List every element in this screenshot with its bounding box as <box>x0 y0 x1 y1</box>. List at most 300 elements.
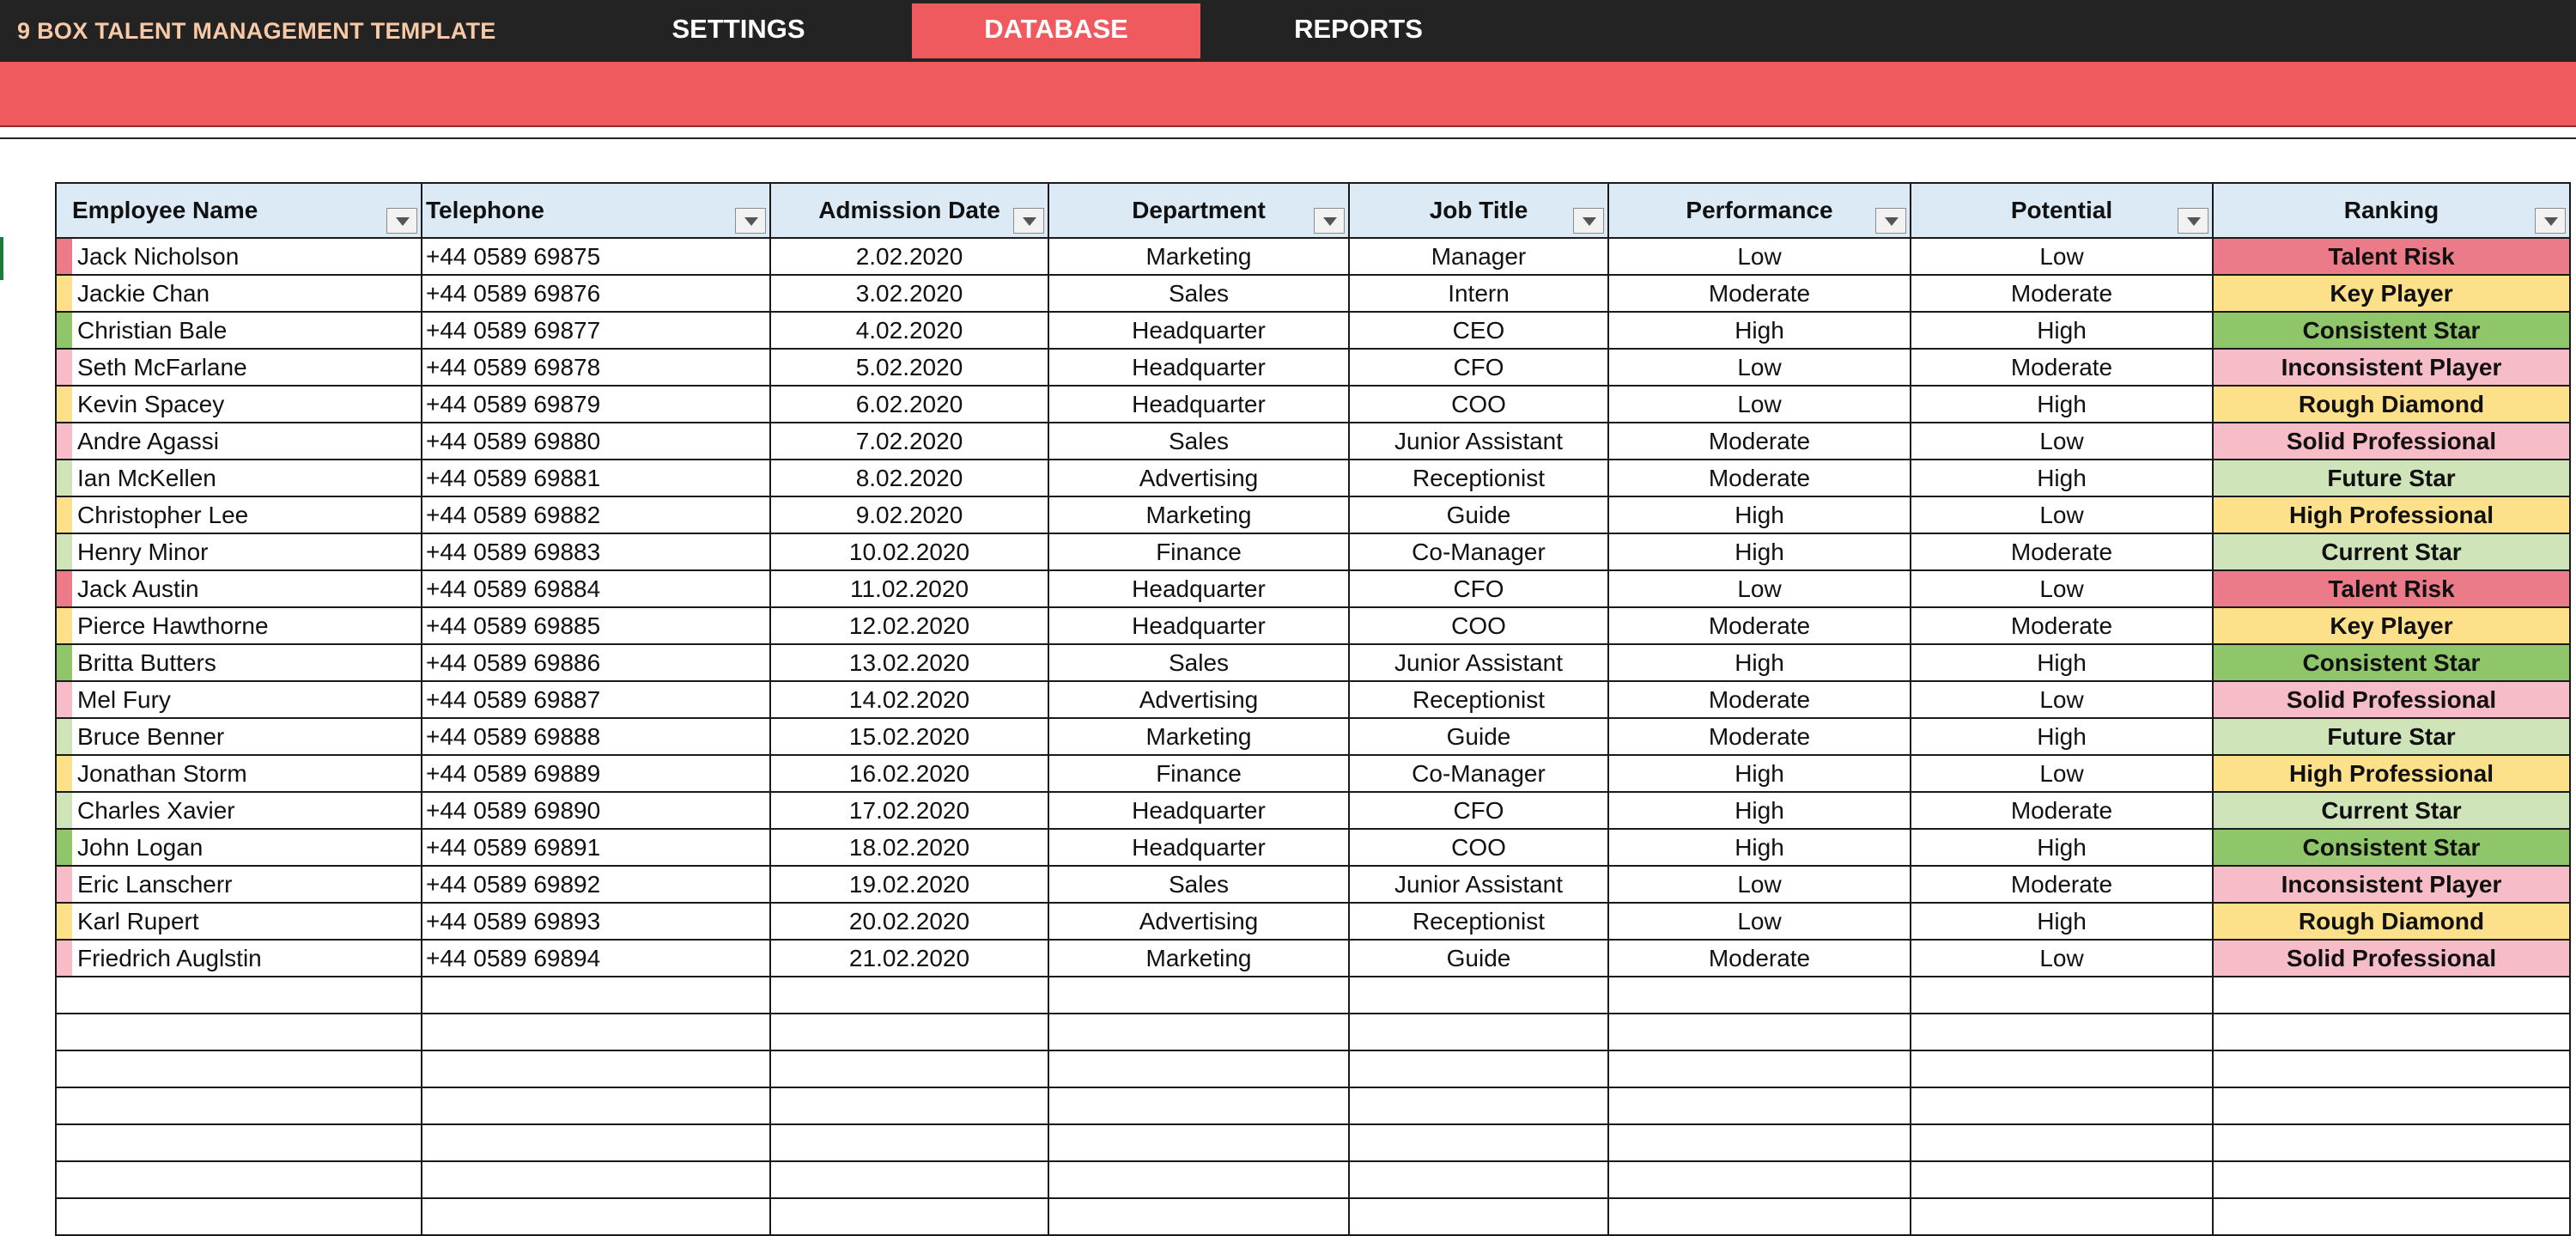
tab-settings[interactable]: SETTINGS <box>671 14 805 44</box>
employee-name-cell[interactable] <box>56 792 422 829</box>
performance-cell[interactable]: Low <box>1608 866 1911 903</box>
ranking-cell[interactable]: Inconsistent Player <box>2213 349 2570 386</box>
telephone-cell[interactable]: +44 0589 69892 <box>422 866 770 903</box>
performance-cell[interactable]: Moderate <box>1608 275 1911 312</box>
admission-date-cell[interactable]: 17.02.2020 <box>770 792 1048 829</box>
potential-cell[interactable]: Low <box>1911 940 2213 977</box>
empty-table-row[interactable] <box>56 1124 2570 1161</box>
filter-dropdown-icon[interactable] <box>735 208 766 234</box>
job-title-cell[interactable]: CFO <box>1349 570 1608 607</box>
empty-cell[interactable] <box>1349 1161 1608 1198</box>
job-title-cell[interactable]: CEO <box>1349 312 1608 349</box>
potential-cell[interactable]: Low <box>1911 238 2213 275</box>
empty-cell[interactable] <box>1911 1014 2213 1050</box>
empty-cell[interactable] <box>2213 1198 2570 1235</box>
performance-cell[interactable]: Moderate <box>1608 460 1911 496</box>
empty-cell[interactable] <box>770 1014 1048 1050</box>
performance-cell[interactable]: High <box>1608 829 1911 866</box>
department-cell[interactable]: Headquarter <box>1048 792 1349 829</box>
empty-cell[interactable] <box>1608 1124 1911 1161</box>
telephone-cell[interactable]: +44 0589 69888 <box>422 718 770 755</box>
empty-cell[interactable] <box>2213 1050 2570 1087</box>
filter-dropdown-icon[interactable] <box>2178 208 2208 234</box>
ranking-cell[interactable]: Solid Professional <box>2213 681 2570 718</box>
ranking-color-stripe <box>57 350 72 385</box>
empty-cell[interactable] <box>2213 977 2570 1014</box>
potential-cell[interactable]: Low <box>1911 423 2213 460</box>
employee-name-cell[interactable] <box>56 718 422 755</box>
empty-cell[interactable] <box>1349 1198 1608 1235</box>
top-nav-bar <box>0 0 2576 62</box>
ranking-cell[interactable]: Current Star <box>2213 533 2570 570</box>
job-title-cell[interactable]: CFO <box>1349 792 1608 829</box>
potential-cell[interactable]: Moderate <box>1911 792 2213 829</box>
potential-cell[interactable]: High <box>1911 718 2213 755</box>
department-cell[interactable]: Sales <box>1048 644 1349 681</box>
performance-cell[interactable]: Moderate <box>1608 423 1911 460</box>
admission-date-cell[interactable]: 19.02.2020 <box>770 866 1048 903</box>
empty-cell[interactable] <box>1048 1050 1349 1087</box>
potential-cell[interactable]: High <box>1911 829 2213 866</box>
telephone-cell[interactable]: +44 0589 69883 <box>422 533 770 570</box>
empty-cell[interactable] <box>1608 977 1911 1014</box>
employee-name-text: Charles Xavier <box>77 796 235 824</box>
filter-dropdown-icon[interactable] <box>1314 208 1345 234</box>
empty-cell[interactable] <box>1048 977 1349 1014</box>
employee-name-cell[interactable] <box>56 386 422 423</box>
performance-cell[interactable]: Moderate <box>1608 681 1911 718</box>
job-title-cell[interactable]: Receptionist <box>1349 903 1608 940</box>
department-cell[interactable]: Headquarter <box>1048 386 1349 423</box>
empty-table-row[interactable] <box>56 1087 2570 1124</box>
employee-name-cell[interactable] <box>56 570 422 607</box>
employee-name-cell[interactable] <box>56 829 422 866</box>
column-header-ranking: Ranking <box>2213 183 2570 238</box>
column-header-admission-date: Admission Date <box>770 183 1048 238</box>
department-cell[interactable]: Advertising <box>1048 681 1349 718</box>
performance-cell[interactable]: Low <box>1608 903 1911 940</box>
table-row[interactable] <box>56 312 2570 349</box>
department-cell[interactable]: Headquarter <box>1048 607 1349 644</box>
empty-cell[interactable] <box>56 1087 422 1124</box>
job-title-cell[interactable]: Junior Assistant <box>1349 644 1608 681</box>
empty-cell[interactable] <box>1349 1050 1608 1087</box>
performance-cell[interactable]: High <box>1608 312 1911 349</box>
ranking-cell[interactable]: Key Player <box>2213 607 2570 644</box>
empty-cell[interactable] <box>1911 977 2213 1014</box>
ranking-cell[interactable]: Talent Risk <box>2213 570 2570 607</box>
telephone-cell[interactable]: +44 0589 69889 <box>422 755 770 792</box>
empty-cell[interactable] <box>1911 1161 2213 1198</box>
filter-dropdown-icon[interactable] <box>1875 208 1906 234</box>
ranking-color-stripe <box>57 239 72 274</box>
empty-cell[interactable] <box>56 1161 422 1198</box>
empty-cell[interactable] <box>2213 1014 2570 1050</box>
telephone-cell[interactable]: +44 0589 69891 <box>422 829 770 866</box>
ranking-cell[interactable]: Solid Professional <box>2213 940 2570 977</box>
employee-name-cell[interactable] <box>56 533 422 570</box>
empty-cell[interactable] <box>1048 1124 1349 1161</box>
admission-date-cell[interactable]: 16.02.2020 <box>770 755 1048 792</box>
admission-date-cell[interactable]: 11.02.2020 <box>770 570 1048 607</box>
empty-cell[interactable] <box>1911 1198 2213 1235</box>
job-title-cell[interactable]: Co-Manager <box>1349 533 1608 570</box>
empty-table-row[interactable] <box>56 1050 2570 1087</box>
empty-table-row[interactable] <box>56 1161 2570 1198</box>
ranking-color-stripe <box>57 387 72 422</box>
empty-cell[interactable] <box>770 1050 1048 1087</box>
column-header-performance: Performance <box>1608 183 1911 238</box>
empty-cell[interactable] <box>422 1087 770 1124</box>
ranking-cell[interactable]: Rough Diamond <box>2213 903 2570 940</box>
table-body <box>56 238 2570 1235</box>
telephone-cell[interactable]: +44 0589 69881 <box>422 460 770 496</box>
empty-table-row[interactable] <box>56 1198 2570 1235</box>
telephone-cell[interactable]: +44 0589 69890 <box>422 792 770 829</box>
employee-name-text: Jack Nicholson <box>77 242 240 270</box>
table-row[interactable] <box>56 275 2570 312</box>
ranking-color-stripe <box>57 941 72 976</box>
table-row[interactable] <box>56 496 2570 533</box>
empty-cell[interactable] <box>56 1124 422 1161</box>
admission-date-cell[interactable]: 21.02.2020 <box>770 940 1048 977</box>
department-cell[interactable]: Advertising <box>1048 903 1349 940</box>
admission-date-cell[interactable]: 7.02.2020 <box>770 423 1048 460</box>
department-cell[interactable]: Headquarter <box>1048 349 1349 386</box>
admission-date-cell[interactable]: 6.02.2020 <box>770 386 1048 423</box>
ranking-cell[interactable]: Rough Diamond <box>2213 386 2570 423</box>
admission-date-cell[interactable]: 4.02.2020 <box>770 312 1048 349</box>
ranking-cell[interactable]: Current Star <box>2213 792 2570 829</box>
potential-cell[interactable]: Moderate <box>1911 533 2213 570</box>
performance-cell[interactable]: Low <box>1608 349 1911 386</box>
employee-name-text: Britta Butters <box>77 648 216 676</box>
potential-cell[interactable]: High <box>1911 903 2213 940</box>
ranking-color-stripe <box>57 756 72 791</box>
empty-cell[interactable] <box>1349 977 1608 1014</box>
ranking-color-stripe <box>57 682 72 717</box>
employee-name-cell[interactable] <box>56 940 422 977</box>
empty-cell[interactable] <box>2213 1087 2570 1124</box>
tab-database[interactable]: DATABASE <box>912 3 1200 58</box>
performance-cell[interactable]: High <box>1608 533 1911 570</box>
department-cell[interactable]: Finance <box>1048 755 1349 792</box>
employee-name-cell[interactable] <box>56 681 422 718</box>
admission-date-cell[interactable]: 8.02.2020 <box>770 460 1048 496</box>
table-row[interactable] <box>56 238 2570 275</box>
ranking-cell[interactable]: Consistent Star <box>2213 312 2570 349</box>
employee-name-cell[interactable] <box>56 460 422 496</box>
potential-cell[interactable]: High <box>1911 644 2213 681</box>
performance-cell[interactable]: High <box>1608 496 1911 533</box>
empty-cell[interactable] <box>56 977 422 1014</box>
department-cell[interactable]: Headquarter <box>1048 312 1349 349</box>
admission-date-cell[interactable]: 10.02.2020 <box>770 533 1048 570</box>
ranking-color-stripe <box>57 460 72 496</box>
ranking-cell[interactable]: Future Star <box>2213 718 2570 755</box>
telephone-cell[interactable]: +44 0589 69880 <box>422 423 770 460</box>
ranking-cell[interactable]: Inconsistent Player <box>2213 866 2570 903</box>
job-title-cell[interactable]: Guide <box>1349 496 1608 533</box>
ranking-color-stripe <box>57 719 72 754</box>
department-cell[interactable]: Headquarter <box>1048 570 1349 607</box>
ranking-color-stripe <box>57 313 72 348</box>
admission-date-cell[interactable]: 12.02.2020 <box>770 607 1048 644</box>
ranking-cell[interactable]: Future Star <box>2213 460 2570 496</box>
table-row[interactable] <box>56 829 2570 866</box>
performance-cell[interactable]: High <box>1608 792 1911 829</box>
employee-name-cell[interactable] <box>56 423 422 460</box>
telephone-cell[interactable]: +44 0589 69886 <box>422 644 770 681</box>
ranking-cell[interactable]: Solid Professional <box>2213 423 2570 460</box>
potential-cell[interactable]: Low <box>1911 681 2213 718</box>
ranking-cell[interactable]: Consistent Star <box>2213 644 2570 681</box>
admission-date-cell[interactable]: 5.02.2020 <box>770 349 1048 386</box>
potential-cell[interactable]: High <box>1911 386 2213 423</box>
empty-cell[interactable] <box>770 977 1048 1014</box>
empty-cell[interactable] <box>1048 1198 1349 1235</box>
performance-cell[interactable]: Moderate <box>1608 607 1911 644</box>
empty-cell[interactable] <box>422 977 770 1014</box>
empty-cell[interactable] <box>1911 1050 2213 1087</box>
active-cell-marker <box>0 237 3 280</box>
department-cell[interactable]: Advertising <box>1048 460 1349 496</box>
table-row[interactable] <box>56 755 2570 792</box>
telephone-cell[interactable]: +44 0589 69887 <box>422 681 770 718</box>
department-cell[interactable]: Sales <box>1048 275 1349 312</box>
table-row[interactable] <box>56 386 2570 423</box>
empty-table-row[interactable] <box>56 1014 2570 1050</box>
ranking-color-stripe <box>57 571 72 606</box>
employee-name-cell[interactable] <box>56 866 422 903</box>
job-title-cell[interactable]: Co-Manager <box>1349 755 1608 792</box>
empty-cell[interactable] <box>1349 1087 1608 1124</box>
employee-name-text: Eric Lanscherr <box>77 870 233 898</box>
filter-dropdown-icon[interactable] <box>1573 208 1604 234</box>
performance-cell[interactable]: High <box>1608 644 1911 681</box>
job-title-cell[interactable]: Receptionist <box>1349 681 1608 718</box>
table-row[interactable] <box>56 681 2570 718</box>
employee-name-cell[interactable] <box>56 238 422 275</box>
empty-cell[interactable] <box>1608 1161 1911 1198</box>
empty-cell[interactable] <box>56 1014 422 1050</box>
telephone-cell[interactable]: +44 0589 69882 <box>422 496 770 533</box>
app-title: 9 BOX TALENT MANAGEMENT TEMPLATE <box>17 18 496 44</box>
empty-cell[interactable] <box>1048 1014 1349 1050</box>
ranking-color-stripe <box>57 276 72 311</box>
performance-cell[interactable]: Low <box>1608 238 1911 275</box>
employee-name-text: Andre Agassi <box>77 427 219 454</box>
ranking-color-stripe <box>57 793 72 828</box>
empty-cell[interactable] <box>422 1014 770 1050</box>
department-cell[interactable]: Marketing <box>1048 496 1349 533</box>
empty-cell[interactable] <box>56 1198 422 1235</box>
table-row[interactable] <box>56 423 2570 460</box>
admission-date-cell[interactable]: 15.02.2020 <box>770 718 1048 755</box>
empty-cell[interactable] <box>422 1124 770 1161</box>
ranking-color-stripe <box>57 534 72 569</box>
job-title-cell[interactable]: Guide <box>1349 718 1608 755</box>
filter-dropdown-icon[interactable] <box>386 208 417 234</box>
divider-line <box>0 137 2576 139</box>
job-title-cell[interactable]: COO <box>1349 829 1608 866</box>
job-title-cell[interactable]: Intern <box>1349 275 1608 312</box>
employee-name-cell[interactable] <box>56 275 422 312</box>
empty-cell[interactable] <box>1349 1124 1608 1161</box>
ranking-cell[interactable]: Consistent Star <box>2213 829 2570 866</box>
column-header-job-title: Job Title <box>1349 183 1608 238</box>
empty-cell[interactable] <box>1911 1124 2213 1161</box>
job-title-cell[interactable]: Guide <box>1349 940 1608 977</box>
empty-table-row[interactable] <box>56 977 2570 1014</box>
department-cell[interactable]: Sales <box>1048 423 1349 460</box>
potential-cell[interactable]: Low <box>1911 755 2213 792</box>
empty-cell[interactable] <box>770 1087 1048 1124</box>
job-title-cell[interactable]: Junior Assistant <box>1349 866 1608 903</box>
empty-cell[interactable] <box>1608 1014 1911 1050</box>
admission-date-cell[interactable]: 9.02.2020 <box>770 496 1048 533</box>
empty-cell[interactable] <box>770 1198 1048 1235</box>
empty-cell[interactable] <box>1608 1087 1911 1124</box>
job-title-cell[interactable]: COO <box>1349 386 1608 423</box>
admission-date-cell[interactable]: 18.02.2020 <box>770 829 1048 866</box>
empty-cell[interactable] <box>770 1124 1048 1161</box>
table-row[interactable] <box>56 792 2570 829</box>
filter-dropdown-icon[interactable] <box>1013 208 1044 234</box>
job-title-cell[interactable]: Receptionist <box>1349 460 1608 496</box>
job-title-cell[interactable]: Manager <box>1349 238 1608 275</box>
department-cell[interactable]: Marketing <box>1048 718 1349 755</box>
empty-cell[interactable] <box>1349 1014 1608 1050</box>
performance-cell[interactable]: Low <box>1608 386 1911 423</box>
employee-name-cell[interactable] <box>56 496 422 533</box>
empty-cell[interactable] <box>56 1050 422 1087</box>
employee-name-text: Christian Bale <box>77 316 228 344</box>
performance-cell[interactable]: Moderate <box>1608 940 1911 977</box>
empty-cell[interactable] <box>1048 1161 1349 1198</box>
job-title-cell[interactable]: COO <box>1349 607 1608 644</box>
empty-cell[interactable] <box>1048 1087 1349 1124</box>
job-title-cell[interactable]: Junior Assistant <box>1349 423 1608 460</box>
empty-cell[interactable] <box>422 1198 770 1235</box>
telephone-cell[interactable]: +44 0589 69894 <box>422 940 770 977</box>
empty-cell[interactable] <box>770 1161 1048 1198</box>
potential-cell[interactable]: Moderate <box>1911 349 2213 386</box>
potential-cell[interactable]: Low <box>1911 570 2213 607</box>
tab-reports[interactable]: REPORTS <box>1294 14 1423 44</box>
empty-cell[interactable] <box>2213 1161 2570 1198</box>
admission-date-cell[interactable]: 14.02.2020 <box>770 681 1048 718</box>
employee-name-cell[interactable] <box>56 349 422 386</box>
column-header-employee-name: Employee Name <box>56 183 422 238</box>
potential-cell[interactable]: Low <box>1911 496 2213 533</box>
telephone-cell[interactable]: +44 0589 69875 <box>422 238 770 275</box>
table-row[interactable] <box>56 903 2570 940</box>
column-header-telephone: Telephone <box>422 183 770 238</box>
employee-name-text: Seth McFarlane <box>77 353 247 381</box>
admission-date-cell[interactable]: 20.02.2020 <box>770 903 1048 940</box>
admission-date-cell[interactable]: 13.02.2020 <box>770 644 1048 681</box>
admission-date-cell[interactable]: 2.02.2020 <box>770 238 1048 275</box>
ranking-color-stripe <box>57 830 72 865</box>
employee-name-cell[interactable] <box>56 644 422 681</box>
table-row[interactable] <box>56 349 2570 386</box>
ranking-color-stripe <box>57 645 72 680</box>
potential-cell[interactable]: High <box>1911 460 2213 496</box>
column-header-department: Department <box>1048 183 1349 238</box>
table-row[interactable] <box>56 570 2570 607</box>
ranking-cell[interactable]: High Professional <box>2213 755 2570 792</box>
ranking-cell[interactable]: High Professional <box>2213 496 2570 533</box>
telephone-cell[interactable]: +44 0589 69879 <box>422 386 770 423</box>
filter-dropdown-icon[interactable] <box>2535 208 2566 234</box>
employee-name-text: Mel Fury <box>77 685 171 713</box>
ranking-color-stripe <box>57 867 72 902</box>
employee-name-text: Friedrich Auglstin <box>77 944 262 971</box>
potential-cell[interactable]: Moderate <box>1911 275 2213 312</box>
telephone-cell[interactable]: +44 0589 69876 <box>422 275 770 312</box>
empty-cell[interactable] <box>422 1050 770 1087</box>
department-cell[interactable]: Headquarter <box>1048 829 1349 866</box>
table-row[interactable] <box>56 607 2570 644</box>
performance-cell[interactable]: Low <box>1608 570 1911 607</box>
empty-cell[interactable] <box>2213 1124 2570 1161</box>
employee-name-text: Bruce Benner <box>77 722 225 750</box>
potential-cell[interactable]: Moderate <box>1911 866 2213 903</box>
performance-cell[interactable]: Moderate <box>1608 718 1911 755</box>
employee-name-cell[interactable] <box>56 607 422 644</box>
employee-name-cell[interactable] <box>56 903 422 940</box>
employee-name-text: Christopher Lee <box>77 501 249 528</box>
department-cell[interactable]: Marketing <box>1048 940 1349 977</box>
employee-name-text: Pierce Hawthorne <box>77 612 269 639</box>
telephone-cell[interactable]: +44 0589 69885 <box>422 607 770 644</box>
employee-name-text: John Logan <box>77 833 204 861</box>
employee-name-text: Jackie Chan <box>77 279 210 307</box>
empty-cell[interactable] <box>422 1161 770 1198</box>
table-row[interactable] <box>56 940 2570 977</box>
table-row[interactable] <box>56 718 2570 755</box>
admission-date-cell[interactable]: 3.02.2020 <box>770 275 1048 312</box>
department-cell[interactable]: Marketing <box>1048 238 1349 275</box>
department-cell[interactable]: Sales <box>1048 866 1349 903</box>
telephone-cell[interactable]: +44 0589 69877 <box>422 312 770 349</box>
telephone-cell[interactable]: +44 0589 69884 <box>422 570 770 607</box>
potential-cell[interactable]: High <box>1911 312 2213 349</box>
employee-name-text: Kevin Spacey <box>77 390 225 417</box>
header-banner <box>0 62 2576 127</box>
job-title-cell[interactable]: CFO <box>1349 349 1608 386</box>
department-cell[interactable]: Finance <box>1048 533 1349 570</box>
employee-name-text: Jack Austin <box>77 575 199 602</box>
telephone-cell[interactable]: +44 0589 69893 <box>422 903 770 940</box>
ranking-cell[interactable]: Talent Risk <box>2213 238 2570 275</box>
employee-name-text: Ian McKellen <box>77 464 216 491</box>
table-row[interactable] <box>56 866 2570 903</box>
table-row[interactable] <box>56 460 2570 496</box>
employee-name-cell[interactable] <box>56 755 422 792</box>
performance-cell[interactable]: High <box>1608 755 1911 792</box>
telephone-cell[interactable]: +44 0589 69878 <box>422 349 770 386</box>
potential-cell[interactable]: Moderate <box>1911 607 2213 644</box>
employee-name-cell[interactable] <box>56 312 422 349</box>
empty-cell[interactable] <box>1911 1087 2213 1124</box>
empty-cell[interactable] <box>1608 1198 1911 1235</box>
ranking-cell[interactable]: Key Player <box>2213 275 2570 312</box>
table-row[interactable] <box>56 533 2570 570</box>
empty-cell[interactable] <box>1608 1050 1911 1087</box>
table-row[interactable] <box>56 644 2570 681</box>
